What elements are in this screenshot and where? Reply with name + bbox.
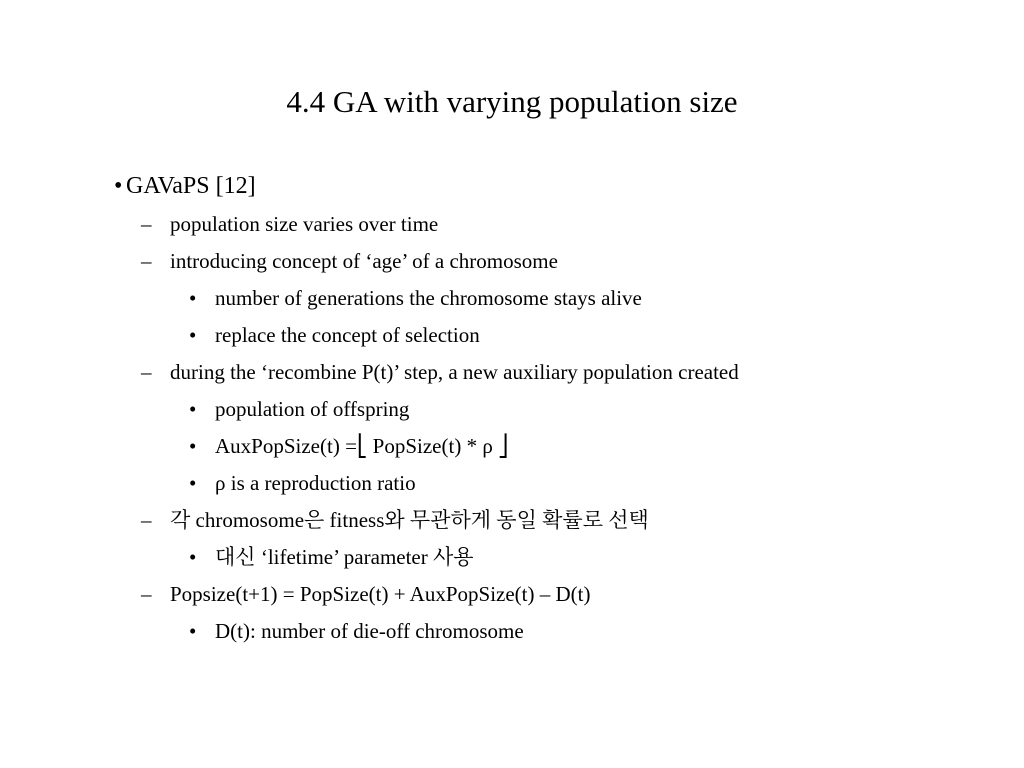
list-item-text: replace the concept of selection — [215, 323, 480, 347]
list-item-text: 각 chromosome은 fitness와 무관하게 동일 확률로 선택 — [170, 508, 649, 532]
list-item-text: AuxPopSize(t) =⎣ PopSize(t) * ρ ⎦ — [215, 434, 509, 458]
bullet-marker: • — [189, 397, 197, 421]
bullet-marker: • — [189, 471, 197, 495]
bullet-marker: • — [189, 619, 197, 643]
slide-title: 4.4 GA with varying population size — [286, 84, 738, 119]
list-item-text: GAVaPS [12] — [126, 173, 256, 199]
dash-marker: – — [141, 212, 152, 236]
list-item-text: D(t): number of die-off chromosome — [215, 619, 524, 643]
list-item-text: during the ‘recombine P(t)’ step, a new auxiliary population created — [170, 360, 739, 384]
list-item-text: population size varies over time — [170, 212, 439, 236]
list-item-text: population of offspring — [215, 397, 410, 421]
bullet-marker: • — [189, 545, 197, 569]
dash-marker: – — [141, 249, 152, 273]
list-item-text: number of generations the chromosome stays alive — [215, 286, 642, 310]
list-item-text: ρ is a reproduction ratio — [215, 471, 416, 495]
bullet-marker: • — [189, 323, 197, 347]
bullet-marker: • — [189, 286, 197, 310]
list-item-text: Popsize(t+1) = PopSize(t) + AuxPopSize(t) – D(t) — [170, 582, 591, 606]
bullet-marker: • — [189, 434, 197, 458]
dash-marker: – — [141, 360, 152, 384]
dash-marker: – — [141, 582, 152, 606]
bullet-marker: • — [114, 173, 123, 199]
dash-marker: – — [141, 508, 152, 532]
list-item-text: introducing concept of ‘age’ of a chromosome — [170, 249, 558, 273]
list-item-text: 대신 ‘lifetime’ parameter 사용 — [215, 545, 474, 569]
